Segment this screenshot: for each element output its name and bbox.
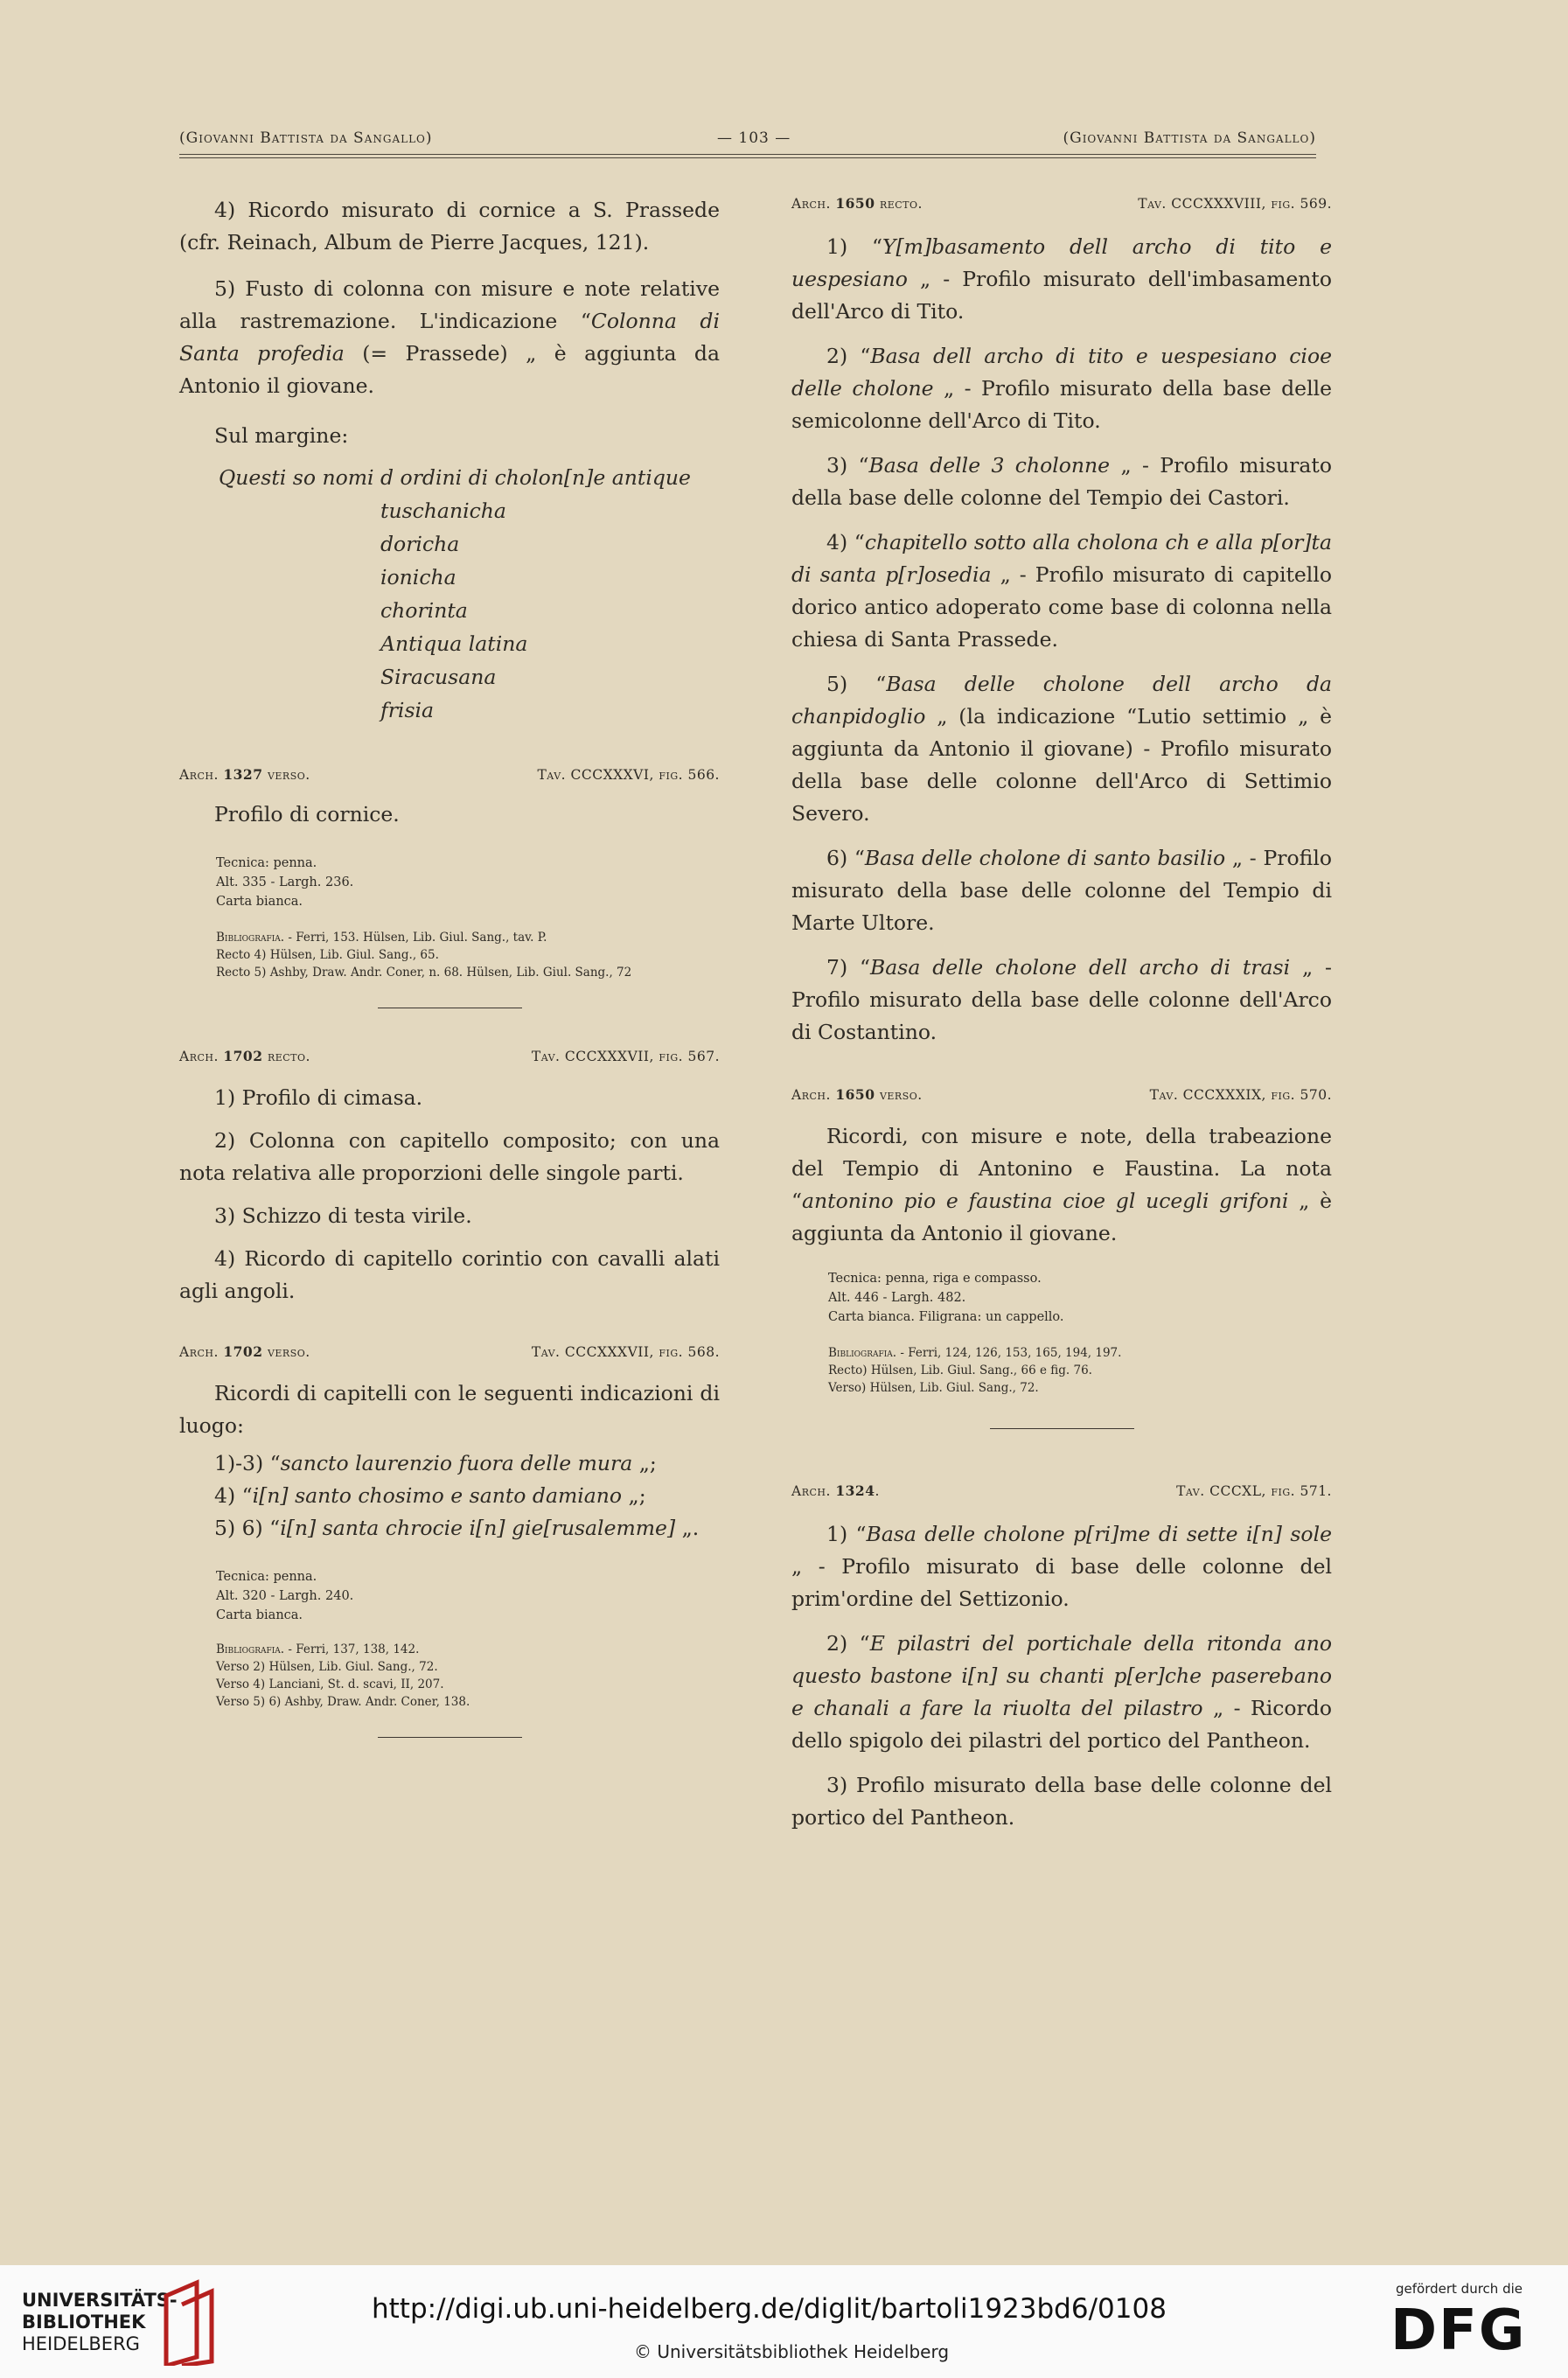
paragraph: 7) “Basa delle cholone dell archo di trasi „ - Profilo misurato della base delle colonne dell'Arco di Costantino.: [791, 955, 1332, 1044]
paragraph: 2) Colonna con capitello composito; con una nota relativa alle proporzioni delle singole parti.: [179, 1128, 720, 1185]
section-heading-570: Arch. 1650 verso. Tav. CCCXXXIX, fig. 570.: [791, 1086, 1332, 1103]
dfg-logo: DFG: [1390, 2298, 1527, 2363]
paragraph: 2) “E pilastri del portichale della ritonda ano questo bastone i[n] su chanti p[er]che paserebano e chanali a fare la riuolta del pilastro „ - Ricordo dello spigolo dei pilastri del portico del Pantheon.: [791, 1631, 1332, 1753]
right-column: [791, 194, 1332, 1834]
bibliography: Bibliografia. - Ferri, 124, 126, 153, 165, 194, 197. Recto) Hülsen, Lib. Giul. Sang., 66 e fig. 76. Verso) Hülsen, Lib. Giul. Sang., 72.: [828, 1346, 1122, 1395]
source-url-link[interactable]: http://digi.ub.uni-heidelberg.de/diglit/bartoli1923bd6/0108: [372, 2293, 1167, 2325]
section-divider: [990, 1428, 1134, 1429]
paragraph: Ricordi, con misure e note, della trabeazione del Tempio di Antonino e Faustina. La nota “antonino pio e faustina cioe gl ucegli grifoni „ è aggiunta da Antonio il giovane.: [791, 1124, 1332, 1245]
paragraph: 4) Ricordo misurato di cornice a S. Prassede (cfr. Reinach, Album de Pierre Jacques, 121).: [179, 198, 720, 255]
list-line: frisia: [380, 698, 435, 722]
section-heading-569: Arch. 1650 recto. Tav. CCCXXXVIII, fig. 569.: [791, 195, 1332, 212]
section-heading-566: Arch. 1327 verso. Tav. CCCXXXVI, fig. 566.: [179, 766, 720, 783]
page-number: — 103 —: [717, 129, 791, 147]
list-line: ionicha: [380, 565, 456, 589]
technical-notes: Tecnica: penna. Alt. 320 - Largh. 240. Carta bianca.: [216, 1570, 354, 1622]
paragraph: 4) “chapitello sotto alla cholona ch e alla p[or]ta di santa p[r]osedia „ - Profilo misurato di capitello dorico antico adoperato come base di colonna nella chiesa di Santa Prassede.: [791, 530, 1332, 652]
list-line: chorinta: [380, 598, 468, 623]
header-rule: [179, 154, 1316, 155]
left-column: [179, 194, 720, 1738]
list-line: Questi so nomi d ordini di cholon[n]e antique: [219, 465, 691, 490]
list-line: 1)-3) “sancto laurenzio fuora delle mura „;: [214, 1451, 657, 1475]
paragraph: Ricordi di capitelli con le seguenti indicazioni di luogo:: [179, 1381, 720, 1438]
margin-list: [179, 461, 720, 727]
section-heading-567: Arch. 1702 recto. Tav. CCCXXXVII, fig. 567.: [179, 1048, 720, 1064]
section-heading-568: Arch. 1702 verso. Tav. CCCXXXVII, fig. 568.: [179, 1343, 720, 1360]
bibliography: Bibliografia. - Ferri, 137, 138, 142. Verso 2) Hülsen, Lib. Giul. Sang., 72. Verso 4) Lanciani, St. d. scavi, II, 207. Verso 5) 6) Ashby, Draw. Andr. Coner, 138.: [216, 1642, 470, 1709]
list-line: Antiqua latina: [380, 631, 528, 656]
paragraph: 4) Ricordo di capitello corintio con cavalli alati agli angoli.: [179, 1246, 720, 1303]
bibliography: Bibliografia. - Ferri, 153. Hülsen, Lib. Giul. Sang., tav. P. Recto 4) Hülsen, Lib. Giul. Sang., 65. Recto 5) Ashby, Draw. Andr. Coner, n. 68. Hülsen, Lib. Giul. Sang., 72: [216, 931, 632, 980]
paragraph: 2) “Basa dell archo di tito e uespesiano cioe delle cholone „ - Profilo misurato della base delle semicolonne dell'Arco di Tito.: [791, 344, 1333, 433]
library-logo-icon: [157, 2278, 227, 2366]
paragraph: 3) Profilo misurato della base delle colonne del portico del Pantheon.: [791, 1773, 1332, 1830]
list-line: 4) “i[n] santo chosimo e santo damiano „;: [214, 1483, 646, 1508]
header-rule-2: [179, 157, 1316, 158]
running-head-left: (Giovanni Battista da Sangallo): [179, 129, 433, 147]
copyright-notice: © Universitätsbibliothek Heidelberg: [634, 2341, 950, 2362]
paragraph: 5) Fusto di colonna con misure e note relative alla rastremazione. L'indicazione “Colonna di Santa profedia (= Prassede) „ è aggiunta da Antonio il giovane.: [179, 276, 720, 398]
paragraph: 6) “Basa delle cholone di santo basilio „ - Profilo misurato della base delle colonne del Tempio di Marte Ultore.: [791, 846, 1333, 935]
paragraph: 3) Schizzo di testa virile.: [214, 1203, 472, 1228]
margin-label: Sul margine:: [214, 423, 349, 448]
technical-notes: Tecnica: penna, riga e compasso. Alt. 446 - Largh. 482. Carta bianca. Filigrana: un cappello.: [828, 1272, 1064, 1324]
running-head: [179, 129, 1316, 156]
paragraph: 3) “Basa delle 3 cholonne „ - Profilo misurato della base delle colonne del Tempio dei Castori.: [791, 453, 1333, 510]
list-line: doricha: [380, 532, 460, 556]
list-line: tuschanicha: [380, 499, 506, 523]
paragraph: Profilo di cornice.: [214, 802, 400, 826]
library-logo-text: UNIVERSITÄTS- BIBLIOTHEK HEIDELBERG: [22, 2290, 178, 2354]
list-line: 5) 6) “i[n] santa chrocie i[n] gie[rusalemme] „.: [214, 1516, 700, 1540]
technical-notes: Tecnica: penna. Alt. 335 - Largh. 236. Carta bianca.: [216, 856, 354, 909]
section-heading-571: Arch. 1324. Tav. CCCXL, fig. 571.: [791, 1482, 1332, 1499]
paragraph: 1) “Basa delle cholone p[ri]me di sette i[n] sole „ - Profilo misurato di base delle colonne del prim'ordine del Settizonio.: [791, 1522, 1332, 1611]
paragraph: 5) “Basa delle cholone dell archo da chanpidoglio „ (la indicazione “Lutio settimio „ è aggiunta da Antonio il giovane) - Profilo misurato della base delle colonne dell'Arco di Settimio Severo.: [791, 672, 1332, 826]
paragraph: 1) Profilo di cimasa.: [214, 1085, 423, 1110]
list-line: Siracusana: [380, 665, 497, 689]
paragraph: 1) “Y[m]basamento dell archo di tito e uespesiano „ - Profilo misurato dell'imbasamento dell'Arco di Tito.: [791, 234, 1332, 324]
funding-label: gefördert durch die: [1396, 2281, 1523, 2297]
running-head-right: (Giovanni Battista da Sangallo): [1063, 129, 1316, 147]
section-divider: [378, 1737, 522, 1738]
